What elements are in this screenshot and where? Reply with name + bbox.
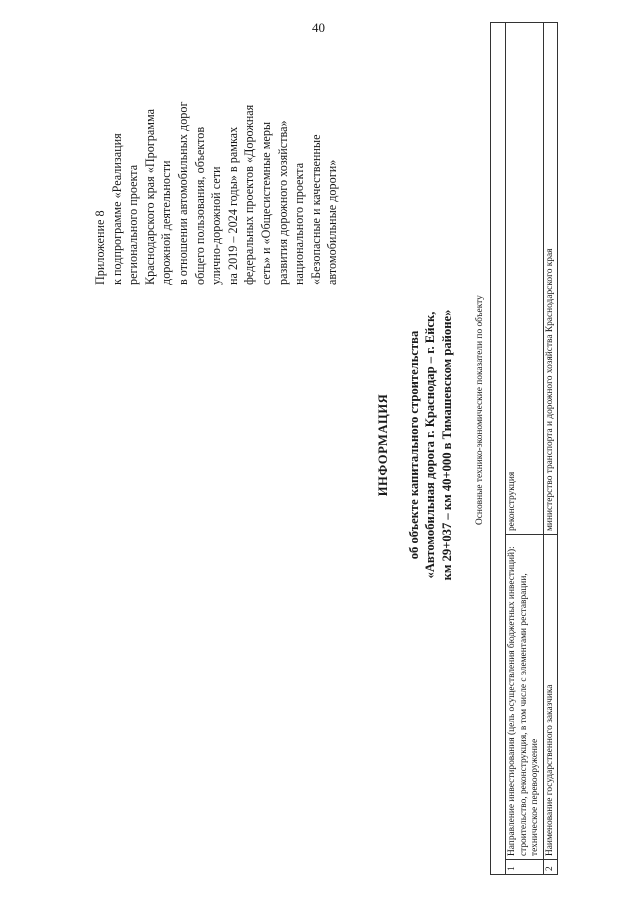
appendix-line: федеральных проектов «Дорожная [242, 104, 257, 285]
heading-line: км 29+037 – км 40+000 в Тимашевском районе» [439, 309, 454, 581]
appendix-line: Краснодарского края «Программа [142, 108, 157, 285]
appendix-line: Приложение 8 [93, 210, 107, 285]
appendix-line: в отношении автомобильных дорог [175, 101, 190, 285]
appendix-line: «Безопасные и качественные [308, 134, 323, 285]
appendix-note [92, 5, 341, 285]
table-row [506, 23, 544, 875]
appendix-line: на 2019 – 2024 годы» в рамках [225, 126, 240, 285]
appendix-line: улично-дорожной сети [209, 166, 224, 285]
table-row [543, 23, 558, 875]
table-caption: Основные технико-экономические показатели по объекту [475, 295, 485, 525]
heading-line: об объекте капитального строительства [406, 330, 421, 560]
appendix-line: сеть» и «Общесистемные меры [258, 121, 273, 285]
row-value: реконструкция [506, 23, 544, 535]
document-heading [375, 245, 455, 645]
table-header-row [491, 23, 506, 875]
row-number: 1 [506, 860, 544, 875]
row-label: Направление инвестирования (цель осуществления бюджетных инвестиций): строительство, реконструкция, в том числе с элементами реставрации, техническое перевооружение [506, 535, 544, 860]
indicators-table [490, 22, 558, 875]
row-label: Наименование государственного заказчика [543, 535, 558, 860]
page-number: 40 [312, 20, 325, 35]
heading-line: «Автомобильная дорога г. Краснодар – г. Ейск, [423, 311, 438, 579]
heading-title: ИНФОРМАЦИЯ [376, 393, 390, 497]
appendix-line: дорожной деятельности [159, 160, 174, 285]
appendix-line: общего пользования, объектов [192, 126, 207, 285]
table-header-cell [491, 23, 506, 875]
row-number: 2 [543, 860, 558, 875]
appendix-line: к подпрограмме «Реализация [109, 133, 124, 285]
appendix-line: национального проекта [292, 162, 307, 285]
appendix-line: автомобильные дороги» [325, 159, 340, 285]
appendix-line: развития дорожного хозяйства» [275, 120, 290, 285]
row-value: министерство транспорта и дорожного хозяйства Краснодарского края [543, 23, 558, 535]
appendix-line: регионального проекта [126, 164, 141, 285]
